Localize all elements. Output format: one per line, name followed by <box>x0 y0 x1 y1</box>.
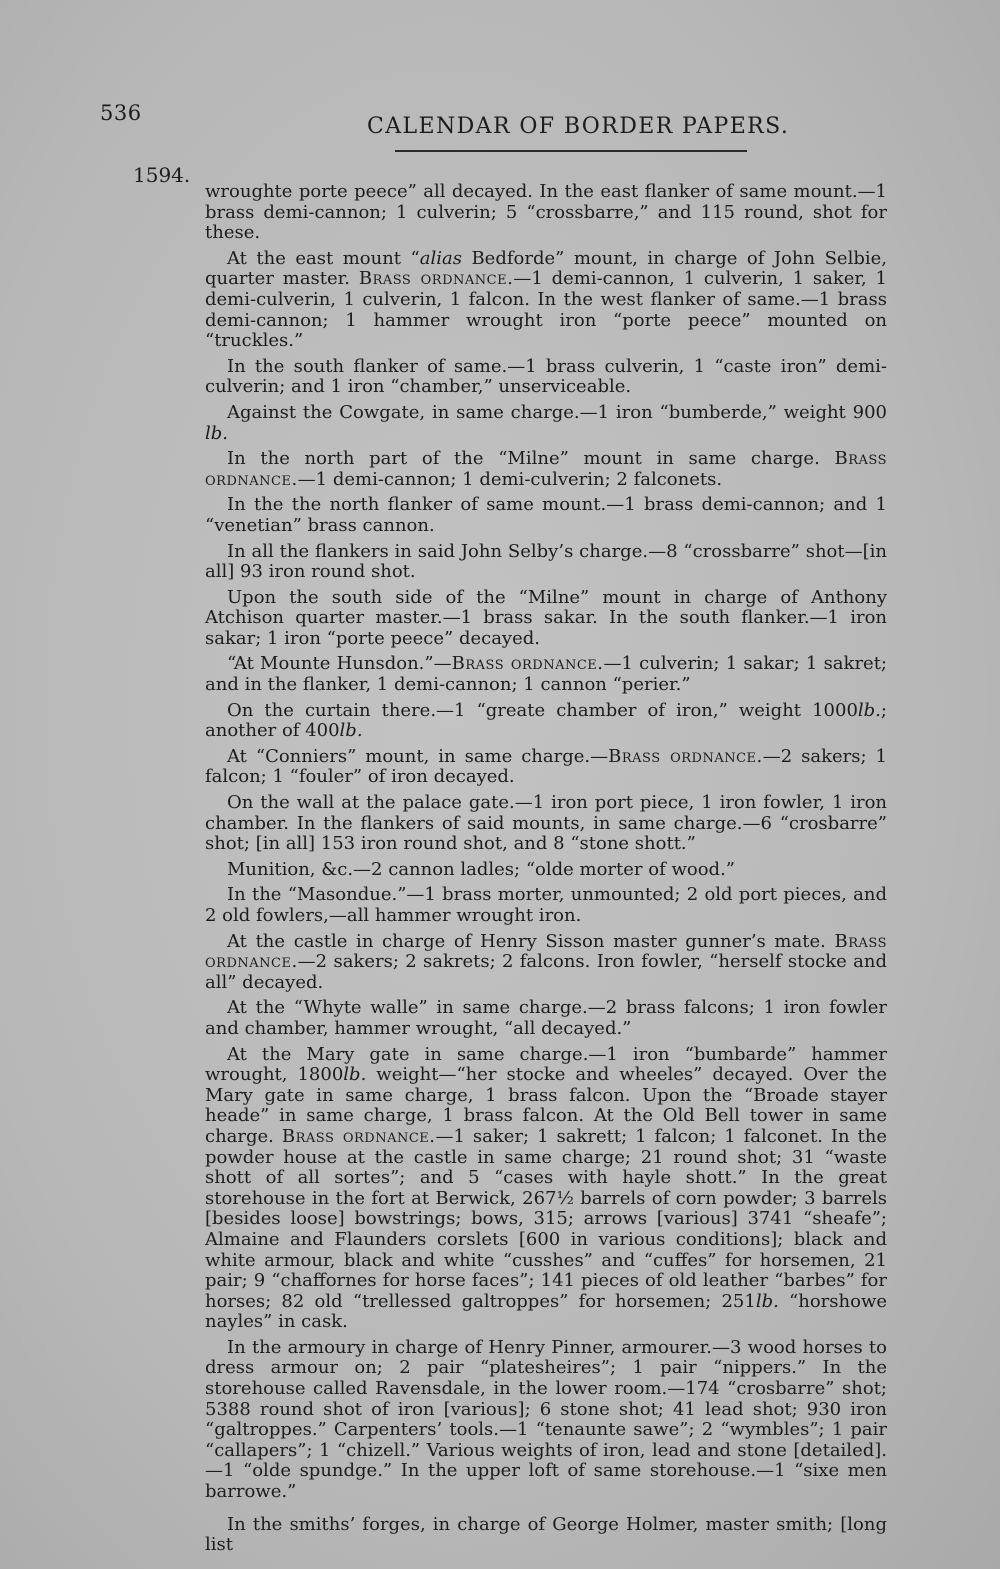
paragraph: In the north part of the “Milne” mount in same charge. Brass ordnance.—1 demi-cannon; 1 demi-culverin; 2 falconets. <box>205 448 887 490</box>
body-text <box>205 182 887 1561</box>
paragraph: At “Conniers” mount, in same charge.—Brass ordnance.—2 sakers; 1 falcon; 1 “fouler” of iron decayed. <box>205 745 887 788</box>
paragraph: In the armoury in charge of Henry Pinner, armourer.—3 wood horses to dress armour on; 2 pair “platesheires”; 1 pair “nippers.” In the storehouse called Ravensdale, in the lower room.—174 “crosbarre” shot; 5388 round shot of iron [various]; 6 stone shot; 41 lead shot; 930 iron “galtroppes.” Carpenters’ tools.—1 “tenaunte sawe”; 2 “wymbles”; 1 pair “callapers”; 1 “chizell.” Various weights of iron, lead and stone [detailed].—1 “olde spundge.” In the upper loft of same storehouse.—1 “sixe men barrowe.” <box>205 1336 887 1503</box>
margin-year: 1594. <box>133 163 191 187</box>
paragraph: Munition, &c.—2 cannon ladles; “olde morter of wood.” <box>227 858 735 880</box>
paragraph: Against the Cowgate, in same charge.—1 iron “bumberde,” weight 900 lb. <box>205 401 887 444</box>
paragraph: wroughte porte peece” all decayed. In the east flanker of same mount.—1 brass demi-cannon; 1 culverin; 5 “crossbarre,” and 115 round, shot for these. <box>205 181 887 244</box>
paragraph: “At Mounte Hunsdon.”—Brass ordnance.—1 culverin; 1 sakar; 1 sakret; and in the flanker, 1 demi-cannon; 1 cannon “perier.” <box>205 653 888 696</box>
paragraph: On the wall at the palace gate.—1 iron port piece, 1 iron fowler, 1 iron chamber. In the flankers of said mounts, in same charge.—6 “crosbarre” shot; [in all] 153 iron round shot, and 8 “stone shott.” <box>205 792 887 855</box>
paragraph: At the “Whyte walle” in same charge.—2 brass falcons; 1 iron fowler and chamber, hammer wrought, “all decayed.” <box>205 997 887 1039</box>
italic-unit: lb. <box>205 422 229 444</box>
italic-unit: lb. <box>339 720 363 742</box>
italic-unit: lb. <box>343 1064 367 1086</box>
paragraph: In the “Masondue.”—1 brass morter, unmounted; 2 old port pieces, and 2 old fowlers,—all hammer wrought iron. <box>205 884 887 926</box>
small-caps-heading: Brass ordnance. <box>608 745 763 767</box>
running-head: CALENDAR OF BORDER PAPERS. <box>367 114 790 139</box>
paragraph: At the castle in charge of Henry Sisson master gunner’s mate. Brass ordnance.—2 sakers; 2 sakrets; 2 falcons. Iron fowler, “herself stocke and all” decayed. <box>205 930 887 993</box>
italic-unit: lb. <box>857 699 881 721</box>
small-caps-heading: Brass ordnance. <box>281 1125 436 1147</box>
paragraph: At the Mary gate in same charge.—1 iron “bumbarde” hammer wrought, 1800lb. weight—“her stocke and wheeles” decayed. Over the Mary gate in same charge, 1 brass falcon. Upon the “Broade stayer heade” in same charge, 1 brass falcon. At the Old Bell tower in same charge. Brass ordnance.—1 saker; 1 sakrett; 1 falcon; 1 falconet. In the powder house at the castle in same charge; 21 round shot; 31 “waste shott of all sortes”; and 5 “cases with hayle shott.” In the great storehouse in the fort at Berwick, 267½ barrels of corn powder; 3 barrels [besides loose] bowstrings; bows, 315; arrows [various] 3741 “sheafe”; Almaine and Flaunders corslets [600 in various conditions]; black and white armour, black and white “cusshes” and “cuffes” for horsemen, 21 pair; 9 “chaffornes for horse faces”; 141 pieces of old leather “barbes” for horses; 82 old “trellessed galtroppes” for horsemen; 251lb. “horshowe nayles” in cask. <box>205 1043 888 1333</box>
italic-text: alias <box>419 247 462 269</box>
small-caps-heading: Brass ordnance. <box>205 448 887 490</box>
paragraph: On the curtain there.—1 “greate chamber of iron,” weight 1000lb.; another of 400lb. <box>205 699 887 742</box>
italic-unit: lb. <box>755 1290 779 1312</box>
paragraph: Upon the south side of the “Milne” mount in charge of Anthony Atchison quarter master.—1 brass sakar. In the south flanker.—1 iron sakar; 1 iron “porte peece” decayed. <box>205 586 887 649</box>
paragraph: In the the north flanker of same mount.—1 brass demi-cannon; and 1 “venetian” brass cannon. <box>205 494 887 536</box>
paragraph: In the south flanker of same.—1 brass culverin, 1 “caste iron” demi-culverin; and 1 iron “chamber,” unserviceable. <box>205 355 887 398</box>
paragraph: In the smiths’ forges, in charge of George Holmer, master smith; [long list <box>205 1513 887 1556</box>
small-caps-heading: Brass ordnance. <box>451 653 604 675</box>
paragraph: At the east mount “alias Bedforde” mount, in charge of John Selbie, quarter master. Brass ordnance.—1 demi-cannon, 1 culverin, 1 saker, 1 demi-culverin, 1 culverin, 1 falcon. In the west flanker of same.—1 brass demi-cannon; 1 hammer wrought iron “porte peece” mounted on “truckles.” <box>205 247 888 352</box>
small-caps-heading: Brass ordnance. <box>205 930 887 973</box>
page-number: 536 <box>100 101 142 125</box>
paragraph: In all the flankers in said John Selby’s charge.—8 “crossbarre” shot—[in all] 93 iron round shot. <box>205 540 887 583</box>
small-caps-heading: Brass ordnance. <box>358 268 514 290</box>
header-rule <box>395 150 747 152</box>
